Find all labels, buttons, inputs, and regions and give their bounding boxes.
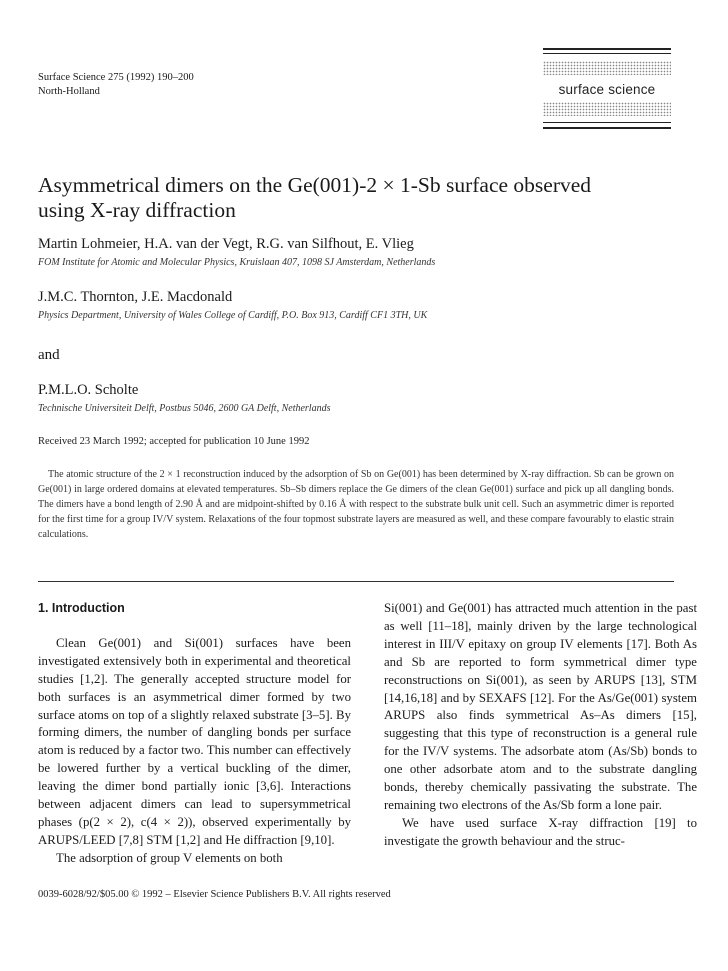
author-group-3: P.M.L.O. Scholte bbox=[38, 382, 139, 398]
logo-rule-bottom-thin bbox=[543, 122, 671, 123]
abstract: The atomic structure of the 2 × 1 reconstruction induced by the adsorption of Sb on Ge(001) has been determined by X-ray diffraction. Sb can be grown on Ge(001) in large ordered domains at elevated temperatures. Sb–Sb dimers replace the Ge dimers of the clean Ge(001) surface and pick up all dangling bonds. The dimers have a bond length of 2.90 Å and are midpoint-shifted by 0.16 Å with respect to the substrate bulk unit cell. Such an asymmetric dimer is reported for the first time for a group IV/V system. Relaxations of the four topmost substrate layers are measured as well, and these compare favourably to elastic strain calculations. bbox=[38, 469, 674, 540]
received-dates: Received 23 March 1992; accepted for publication 10 June 1992 bbox=[38, 436, 310, 447]
publisher: North-Holland bbox=[38, 86, 100, 97]
logo-pattern-top bbox=[543, 61, 671, 75]
logo-rule-top-thin bbox=[543, 53, 671, 54]
section-divider bbox=[38, 581, 674, 582]
title-line-2: using X-ray diffraction bbox=[38, 198, 236, 222]
author-group-1: Martin Lohmeier, H.A. van der Vegt, R.G. van Silfhout, E. Vlieg bbox=[38, 236, 414, 252]
section-heading: 1. Introduction bbox=[38, 601, 125, 615]
right-column bbox=[384, 600, 697, 851]
journal-reference bbox=[38, 71, 194, 99]
journal-logo bbox=[543, 46, 671, 136]
title-line-1: Asymmetrical dimers on the Ge(001)-2 × 1-Sb surface observed bbox=[38, 173, 592, 197]
author-group-2: J.M.C. Thornton, J.E. Macdonald bbox=[38, 289, 233, 305]
logo-rule-bottom bbox=[543, 127, 671, 129]
intro-paragraph-2-cont: Si(001) and Ge(001) has attracted much attention in the past as well [11–18], mainly driven by the large technological interest in III/V epitaxy on group IV elements [17]. Both As and Sb are reported to form symmetrical dimer type reconstructions on Si(001), as seen by ARUPS [13], STM [14,16,18] and by SEXAFS [12]. For the As/Ge(001) system ARUPS also finds symmetrical As–As dimers [15], suggesting that this type of reconstruction is a general rule for the IV/V systems. The adsorbate atom (As/Sb) bonds to one other adsorbate atom and to the substrate dangling bonds, thereby chemically passivating the substrate. The remaining two electrons of the As/Sb form a lone pair. bbox=[384, 601, 697, 812]
paper-title bbox=[38, 173, 678, 223]
affiliation-1: FOM Institute for Atomic and Molecular Physics, Kruislaan 407, 1098 SJ Amsterdam, Netherlands bbox=[38, 257, 436, 268]
journal-citation: Surface Science 275 (1992) 190–200 bbox=[38, 72, 194, 83]
intro-paragraph-3: We have used surface X-ray diffraction [19] to investigate the growth behaviour and the struc- bbox=[384, 815, 697, 848]
copyright-footer: 0039-6028/92/$05.00 © 1992 – Elsevier Science Publishers B.V. All rights reserved bbox=[38, 889, 391, 900]
logo-pattern-bottom bbox=[543, 102, 671, 116]
left-column bbox=[38, 600, 351, 868]
and-separator: and bbox=[38, 347, 60, 363]
intro-paragraph-2: The adsorption of group V elements on both bbox=[56, 850, 283, 865]
affiliation-2: Physics Department, University of Wales College of Cardiff, P.O. Box 913, Cardiff CF1 3TH, UK bbox=[38, 310, 428, 321]
logo-rule-top bbox=[543, 48, 671, 50]
logo-text: surface science bbox=[558, 82, 656, 97]
affiliation-3: Technische Universiteit Delft, Postbus 5046, 2600 GA Delft, Netherlands bbox=[38, 403, 331, 414]
intro-paragraph-1: Clean Ge(001) and Si(001) surfaces have been investigated extensively both in experimental and theoretical studies [1,2]. The generally accepted structure model for both surfaces is an asymmetrical dimer formed by two surface atoms on top of a slightly relaxed substrate [3–5]. By forming dimers, the number of dangling bonds per surface atom is reduced by a factor two. This number can effectively be lowered further by a vertical buckling of the dimer, leaving the dimer bond partially ionic [3,6]. Interactions between adjacent dimers can lead to supersymmetrical phases (p(2 × 2), c(4 × 2)), observed experimentally by ARUPS/LEED [7,8] STM [1,2] and He diffraction [9,10]. bbox=[38, 635, 351, 847]
